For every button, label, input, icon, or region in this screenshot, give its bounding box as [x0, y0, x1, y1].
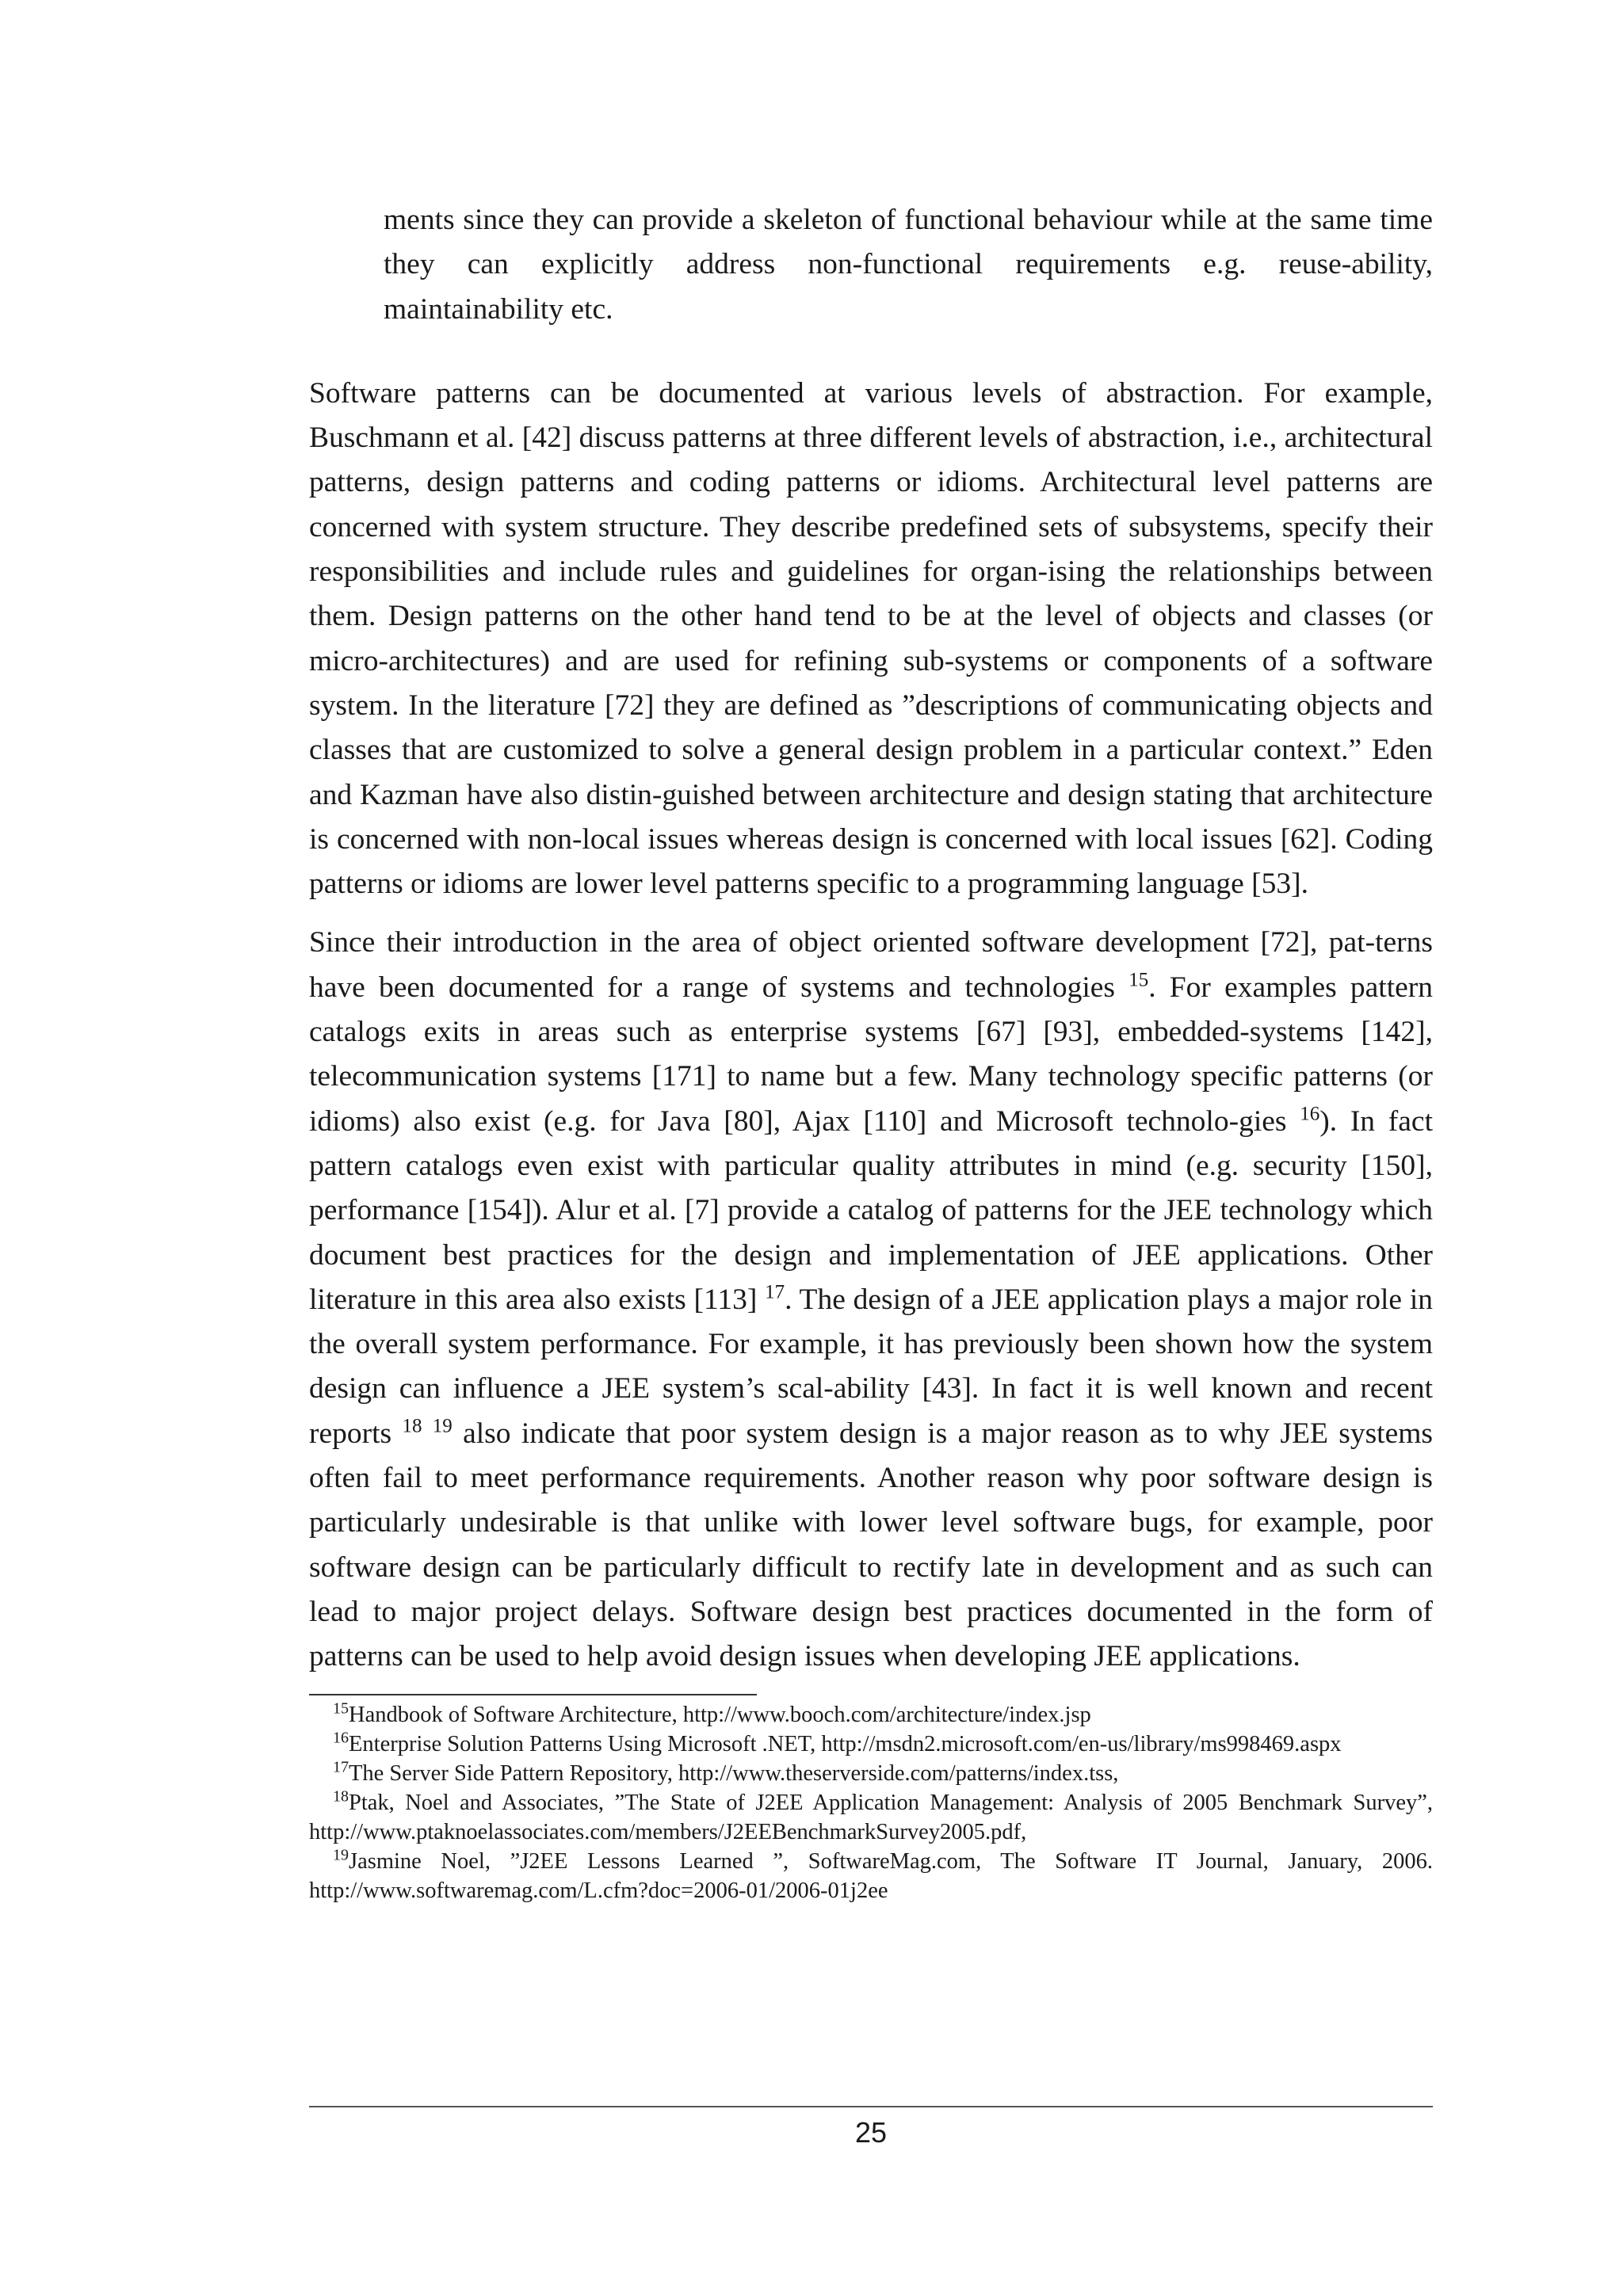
footnote-text: Jasmine Noel, ”J2EE Lessons Learned ”, SoftwareMag.com, The Software IT Journal, January, 2006. http://www.softwaremag.com/L.cfm?doc=2006-01/2006-01j2ee: [309, 1848, 1433, 1903]
page-body: [309, 198, 1433, 1905]
footnote-ref-18: 18: [402, 1415, 422, 1437]
footnote-text: Ptak, Noel and Associates, ”The State of J2EE Application Management: Analysis of 2005 Benchmark Survey”, http://www.ptaknoelassociates.com/members/J2EEBenchmarkSurvey2005.pdf,: [309, 1790, 1433, 1844]
footnote-ref-17: 17: [765, 1281, 785, 1303]
footnote-separator: [309, 1694, 757, 1695]
footnote-number: 19: [333, 1846, 349, 1863]
page-number: 25: [854, 2116, 888, 2149]
footnotes: [309, 1700, 1433, 1905]
footnote-number: 16: [333, 1729, 349, 1746]
footnote-17: [309, 1759, 1433, 1788]
paragraph-text: . For examples pattern catalogs exits in areas such as enterprise systems [67] [93], embedded-systems [142], telecommunication systems [171] to name but a few. Many technology specific patterns (or idioms) also exist (e.g. for Java [80], Ajax [110] and Microsoft technolo-gies: [309, 971, 1434, 1138]
block-quote-continuation: [309, 198, 1433, 332]
paragraph-abstraction-levels: Software patterns can be documented at various levels of abstraction. For example, Buschmann et al. [42] discuss patterns at three different levels of abstraction, i.e., architectural patterns, design patterns and coding patterns or idioms. Architectural level patterns are concerned with system structure. They describe predefined sets of subsystems, specify their responsibilities and include rules and guidelines for organ-ising the relationships between them. Design patterns on the other hand tend to be at the level of objects and classes (or micro-architectures) and are used for refining sub-systems or components of a software system. In the literature [72] they are defined as ”descriptions of communicating objects and classes that are customized to solve a general design problem in a particular context.” Eden and Kazman have also distin-guished between architecture and design stating that architecture is concerned with non-local issues whereas design is concerned with local issues [62]. Coding patterns or idioms are lower level patterns specific to a programming language [53].: [309, 376, 1433, 901]
footnote-19: [309, 1847, 1433, 1905]
paragraph-pattern-catalogs: [309, 921, 1433, 1679]
footnote-number: 18: [333, 1787, 349, 1805]
footnote-18: [309, 1788, 1433, 1847]
footnote-ref-15: 15: [1128, 969, 1149, 991]
footnote-text: The Server Side Pattern Repository, http://www.theserverside.com/patterns/index.tss,: [349, 1760, 1119, 1786]
footnote-text: Enterprise Solution Patterns Using Microsoft .NET, http://msdn2.microsoft.com/en-us/library/ms998469.aspx: [349, 1731, 1342, 1756]
footnote-number: 17: [333, 1758, 349, 1775]
footnote-ref-16: 16: [1300, 1103, 1320, 1125]
footnote-text: Handbook of Software Architecture, http://www.booch.com/architecture/index.jsp: [349, 1702, 1091, 1727]
paragraph-text: also indicate that poor system design is a major reason as to why JEE systems often fail to meet performance requirements. Another reason why poor software design is particularly undesirable is that unlike with lower level software bugs, for example, poor software design can be particularly difficult to rectify late in development and as such can lead to major project delays. Software design best practices documented in the form of patterns can be used to help avoid design issues when developing JEE applications.: [309, 1417, 1433, 1673]
block-quote-text: ments since they can provide a skeleton of functional behaviour while at the same time they can explicitly address non-functional requirements e.g. reuse-ability, maintainability etc.: [384, 204, 1433, 326]
footnote-number: 15: [333, 1699, 349, 1717]
paragraph-text: . The design of a JEE application plays a major role in the overall system performance. For example, it has previously been shown how the system design can influence a JEE system’s scal-ability [43]. In fact it is well known and recent reports: [309, 1283, 1433, 1450]
paragraph-text: Since their introduction in the area of object oriented software development [72], pat-terns have been documented for a range of systems and technologies: [309, 926, 1433, 1004]
paragraph-text: ). In fact pattern catalogs even exist with particular quality attributes in mind (e.g. security [150], performance [154]). Alur et al. [7] provide a catalog of patterns for the JEE technology which document best practices for the design and implementation of JEE applications. Other literature in this area also exists [113]: [309, 1104, 1433, 1316]
footnote-15: [309, 1700, 1433, 1730]
footnote-ref-19: 19: [432, 1415, 453, 1437]
footer-rule: [309, 2106, 1433, 2107]
footnote-16: [309, 1730, 1433, 1759]
